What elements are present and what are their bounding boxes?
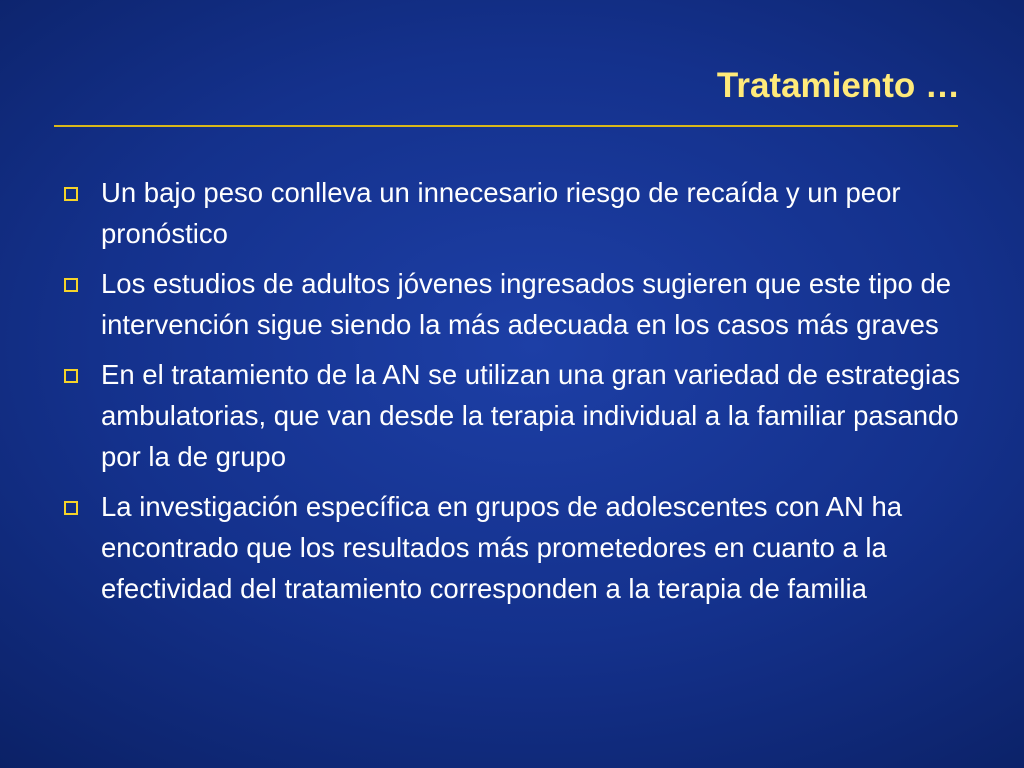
bullet-item xyxy=(62,263,962,345)
bullet-text: Los estudios de adultos jóvenes ingresados sugieren que este tipo de intervención sigue siendo la más adecuada en los casos más graves xyxy=(101,268,952,340)
hollow-square-icon xyxy=(64,501,78,515)
hollow-square-icon xyxy=(64,187,78,201)
slide-title: Tratamiento … xyxy=(716,66,960,105)
bullet-text: Un bajo peso conlleva un innecesario riesgo de recaída y un peor pronóstico xyxy=(101,177,901,249)
bullet-item xyxy=(62,486,962,609)
bullet-text: En el tratamiento de la AN se utilizan una gran variedad de estrategias ambulatorias, que van desde la terapia individual a la familiar pasando por la de grupo xyxy=(101,359,961,472)
bullet-item xyxy=(62,354,962,477)
hollow-square-icon xyxy=(64,278,78,292)
bullet-list xyxy=(62,172,962,618)
hollow-square-icon xyxy=(64,369,78,383)
bullet-text: La investigación específica en grupos de adolescentes con AN ha encontrado que los resultados más prometedores en cuanto a la efectividad del tratamiento corresponden a la terapia de familia xyxy=(101,491,903,604)
bullet-item xyxy=(62,172,962,254)
title-divider xyxy=(54,125,958,127)
